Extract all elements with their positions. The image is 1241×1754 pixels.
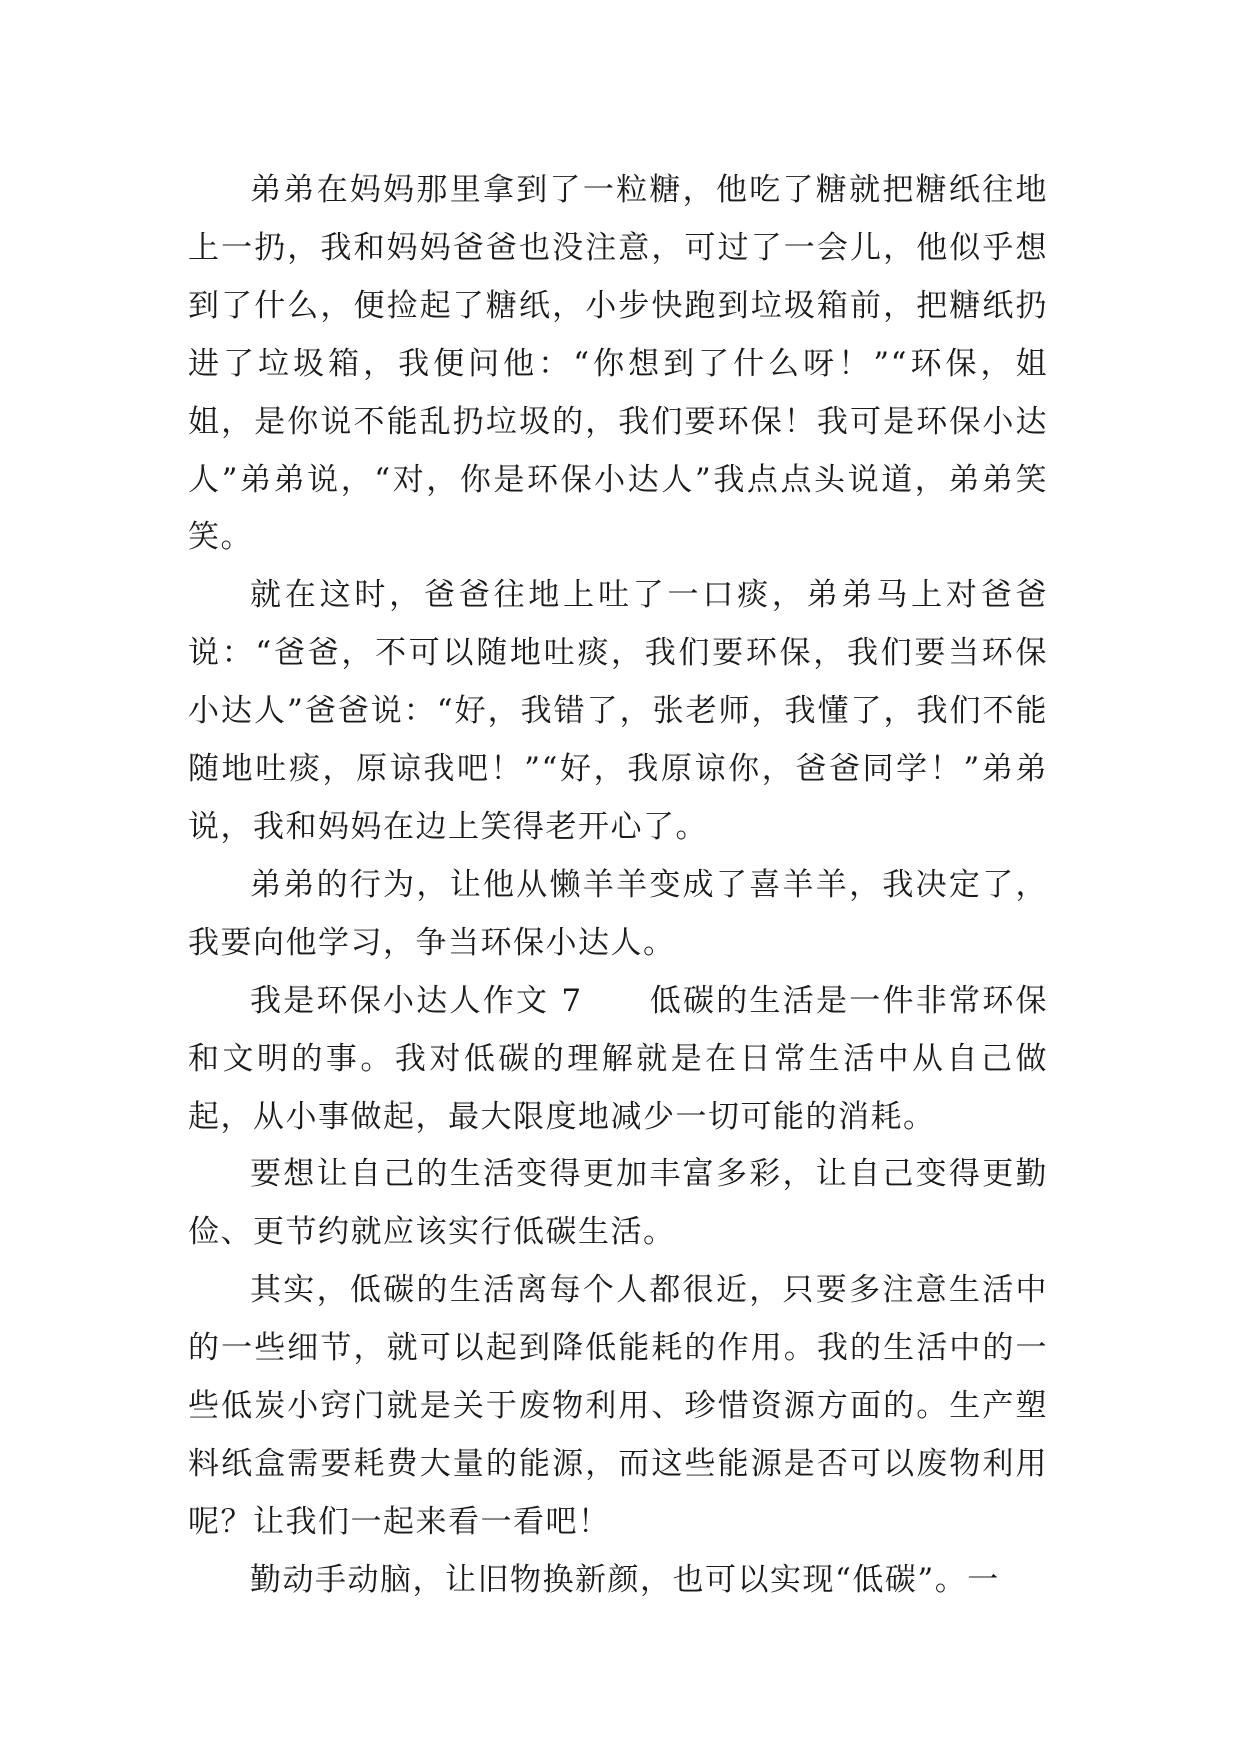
paragraph: 就在这时，爸爸往地上吐了一口痰，弟弟马上对爸爸说：“爸爸，不可以随地吐痰，我们要环保，我们要当环保小达人”爸爸说：“好，我错了，张老师，我懂了，我们不能随地吐痰，原谅我吧！”“好，我原谅你，爸爸同学！”弟弟说，我和妈妈在边上笑得老开心了。	[188, 577, 1048, 845]
document-body	[188, 162, 1048, 1610]
paragraph: 其实，低碳的生活离每个人都很近，只要多注意生活中的一些细节，就可以起到降低能耗的作用。我的生活中的一些低炭小窍门就是关于废物利用、珍惜资源方面的。生产塑料纸盒需要耗费大量的能源，而这些能源是否可以废物利用呢？让我们一起来看一看吧！	[188, 1272, 1048, 1540]
paragraph: 我是环保小达人作文 7 低碳的生活是一件非常环保和文明的事。我对低碳的理解就是在日常生活中从自己做起，从小事做起，最大限度地减少一切可能的消耗。	[188, 982, 1048, 1135]
paragraph: 要想让自己的生活变得更加丰富多彩，让自己变得更勤俭、更节约就应该实行低碳生活。	[188, 1156, 1048, 1251]
paragraph: 勤动手动脑，让旧物换新颜，也可以实现“低碳”。一	[250, 1561, 1000, 1598]
paragraph: 弟弟的行为，让他从懒羊羊变成了喜羊羊，我决定了，我要向他学习，争当环保小达人。	[188, 866, 1048, 961]
paragraph: 弟弟在妈妈那里拿到了一粒糖，他吃了糖就把糖纸往地上一扔，我和妈妈爸爸也没注意，可过了一会儿，他似乎想到了什么，便捡起了糖纸，小步快跑到垃圾箱前，把糖纸扔进了垃圾箱，我便问他：“你想到了什么呀！”“环保，姐姐，是你说不能乱扔垃圾的，我们要环保！我可是环保小达人”弟弟说，“对，你是环保小达人”我点点头说道，弟弟笑笑。	[188, 172, 1048, 556]
